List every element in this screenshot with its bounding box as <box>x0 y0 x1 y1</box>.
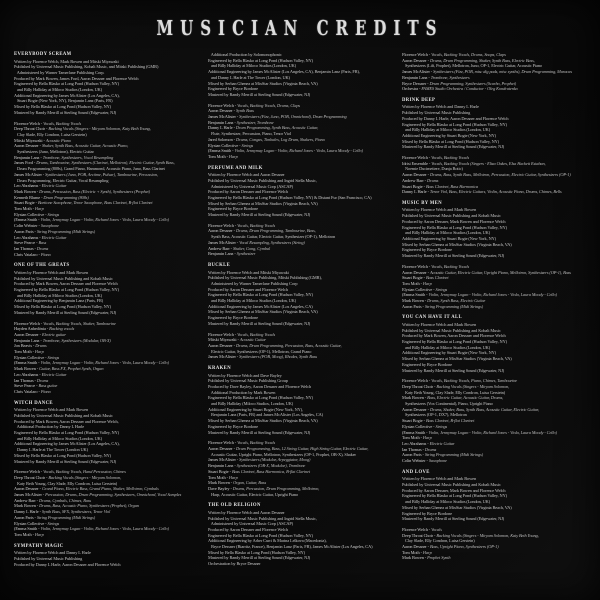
credits-block <box>14 270 198 316</box>
credit-line: Written by Florence Welch and Aaron Dessner <box>208 509 285 515</box>
personnel-line: Aaron Dessner - Drum Programming, Bass, 12 String Guitar, High String Guitar, Electric Guitar, <box>208 445 369 451</box>
personnel-line: Aaron Paris - String Programming (Midi Strings) <box>402 452 484 458</box>
credit-line: Published by Universal Music Publishing <box>14 555 83 561</box>
song-title: EVERYBODY SCREAM <box>14 52 72 57</box>
credits-block <box>14 407 198 464</box>
personnel-line: Mark Bowen - Bass, Electric Guitar, Acoustic Guitar, Drums, <box>402 395 504 401</box>
personnel-line: Hayden Anhedönia - Backing vocals <box>14 326 75 332</box>
personnel-line: Clay Slade, Elly Condron, Luisa Gerstein) <box>14 131 87 137</box>
personnel-line: James McAlister - Synthesizers (Modular, Arpeggiator, Moog) <box>208 457 311 463</box>
credit-line: Published by Universal Music Publishing and Kobalt Music <box>14 275 113 281</box>
personnel-line: Benjamin Lanz - Trombone, Synthesizers, Vocal Resampling <box>14 154 114 160</box>
credit-line: Published by Universal Music Publishing, Mitski Publishing (GMR), <box>208 275 322 281</box>
song-section <box>208 52 392 160</box>
song-title: BUCKLE <box>208 263 231 268</box>
personnel-line: Andrew Barr - Shaker, Gong, Cymbal <box>208 245 271 251</box>
personnel-line: Drum Programming (808s), Grand Piano, Hammond, Acoustic Piano, Juno, Bass Clarinet <box>14 166 165 172</box>
personnel-line: Noemie Ducimetiere, Dunja Botic) <box>402 166 463 172</box>
personnel-line: Andrew Barr - Drums, Cymbals, Chimes, Bass <box>14 497 91 503</box>
credit-line: Mixed by Bella Blasko at Long Pond (Hudson Valley, NY) <box>208 549 306 555</box>
credit-line: Mixed by Serban Ghenea at MixStar Studios (Virginia Beach, VA) <box>208 418 318 424</box>
credit-line: Additional Engineering by Stuart Bogie (New York, NY) <box>402 235 496 241</box>
personnel-line: Aaron Dessner - Drums, Drum Programming, Percussion, Bass, Acoustic Guitar, <box>208 342 342 348</box>
personnel-line: Florence Welch - Vocals, Backing Vocals <box>14 120 82 126</box>
personnel-line: Aaron Dessner - Drums, Drum Programming, Shaker, Synth Bass, Electric Bass, <box>402 57 535 63</box>
personnel-line: Orchestra - FAMES Studio Orchestra / Conductor - Oleg Kondratenko <box>402 86 518 92</box>
credit-line: Engineered by Bella Blasko at Long Pond (Hudson Valley, NY) <box>208 292 313 298</box>
personnel-line: (Emma Smith - Violin, Jennymay Logan - Violin, Richard Jones - Viola, Laura Moody - Cello) <box>402 429 557 435</box>
song-section <box>208 263 392 360</box>
personnel-line: Aaron Dessner - Acoustic Guitar, Electric Guitar, Upright Piano, Mellotron, Synthesizers (OP-1), Bass <box>402 269 571 275</box>
credit-line: Published by Universal Music Publishing, Kobalt Music, and Mitski Publishing (GMR) <box>14 64 159 70</box>
credit-line: Engineered by Bella Blasko at Long Pond (Hudson Valley, NY) <box>208 57 313 63</box>
song-title: SYMPATHY MAGIC <box>14 543 64 549</box>
personnel-line: Aaron Dessner - Electric guitar <box>14 331 66 337</box>
song-section <box>402 315 586 463</box>
song-section <box>14 263 198 394</box>
personnel-line: Florence Welch - Vocals, Backing Vocals, Hand Percussion, Chimes <box>14 469 126 475</box>
personnel-line: Florence Welch - Vocals, Backing Vocals <box>402 263 470 269</box>
personnel-line: Mitski Miyawaki - Acoustic Piano <box>14 137 71 143</box>
personnel-line: Leo Abrahams - Electric Guitar <box>14 234 67 240</box>
song-section <box>208 366 392 497</box>
credits-column-2 <box>208 52 392 572</box>
credit-line: and Billy Halliday at Miloco Studios (London, UK) <box>14 435 103 441</box>
personnel-line: Deep Throat Choir - Backing Vocals (Singers - Miryam Solomon, <box>402 383 510 389</box>
credit-line: Mastered by Randy Merrill at Sterling Sound (Edgewater, NJ) <box>402 144 505 150</box>
personnel-line: Aaron Paris - String Programming (Midi Strings) <box>402 303 484 309</box>
personnel-block <box>402 264 586 310</box>
credit-line: Mastered by Randy Merrill at Sterling Sound (Edgewater, NJ) <box>208 212 311 218</box>
credit-line: Produced by Mark Bowen, Aaron Dessner and Florence Welch <box>402 333 506 339</box>
personnel-block <box>14 321 198 395</box>
personnel-line: James McAlister - Synthesizers (Fizz, Juno, POB, Omnichord), Drum Programming <box>208 114 347 120</box>
credit-line: and Billy Halliday at Miloco Studios (London, UK) <box>402 344 491 350</box>
personnel-line: Dave Bayley - Drums, Percussion, Drum Programming, Mellotron, <box>208 485 320 491</box>
song-section <box>402 52 586 92</box>
personnel-line: (Emma Smith - Violin, Jennymay Logan - Violin, Richard Jones - Viola, Laura Moody - Cello) <box>14 526 169 532</box>
personnel-line: Elysian Collective - Strings <box>14 211 60 217</box>
personnel-line: Tom Moth - Harp <box>14 206 44 212</box>
personnel-line: Clay Slade, Elly Condron, Luisa Gerstein) <box>402 538 475 544</box>
personnel-line: Flute, Synthesizer, Percussion, Piano, Tenor Viol <box>208 131 291 137</box>
song-section <box>402 470 586 561</box>
personnel-line: Tom Moth - Harp <box>14 531 44 537</box>
personnel-line: Katy Beth Young, Clay Slade, Elly Condron, Luisa Gerstein) <box>14 480 118 486</box>
personnel-line: Stuart Bogie - Bass Clarinet, Bass Harmonica, B-flat Clarinet <box>208 468 311 474</box>
personnel-line: Synthesizers (Juno, Mellotron), Electric Guitar <box>14 149 94 155</box>
credit-line: Produced by Danny L Harle, Aaron Dessner and Florence Welch <box>402 115 509 121</box>
credit-line: and Billy Halliday at Miloco Studios (London, UK) <box>402 499 491 505</box>
personnel-line: Mark Bowen - Guitar, Bass FX, Prophet Synth, Organ <box>14 366 104 372</box>
song-title: THE OLD RELIGION <box>208 503 261 509</box>
credit-line: Written by Florence Welch, Mark Bowen and Mitski Miyawaki <box>14 58 119 64</box>
personnel-block <box>208 332 392 361</box>
personnel-line: Colin Webster - Saxophone <box>402 458 447 464</box>
personnel-line: Colin Webster - Saxophone <box>14 223 59 229</box>
personnel-line: Danny L Harle - Synth Bass, SFX, Synthesizers, Tenor Viol <box>14 509 111 515</box>
personnel-line: Leo Abrahams - Electric Guitar <box>402 440 455 446</box>
credit-line: and Billy Halliday (Miloco Studios, London, UK) <box>208 401 294 407</box>
credit-line: Engineered by Bella Blasko at Long Pond (Hudson Valley, NY) <box>402 121 507 127</box>
personnel-line: Florence Welch - Vocals, Backing Vocals <box>208 440 276 446</box>
personnel-line: Mark Bowen - Organ, Guitar, Bass <box>208 480 267 486</box>
personnel-block <box>402 378 586 464</box>
personnel-line: Drum Programming, Electric Guitar, Vocal Resampling <box>14 177 109 183</box>
personnel-line: Aaron Dessner - Drums, Shaker, Bass, Synth Bass, Acoustic Guitar, Electric Guitar, <box>402 406 539 412</box>
credits-block <box>402 104 586 150</box>
personnel-line: Jon Beavis - Drums <box>14 343 47 349</box>
credit-line: Engineered by Bryce Bordone <box>208 315 259 321</box>
song-title: KRAKEN <box>208 366 231 372</box>
credit-line: Additional Engineering by James McAlister (Los Angeles, CA), Benjamin Lanz (Paris, FR), <box>208 69 360 75</box>
personnel-line: Aaron Dessner - Grand Piano, Electric Bass, Grand Piano, Shaker, Mellotron, Cymbals <box>14 486 159 492</box>
personnel-line: Synthesizers (OP-1, DX7), Mellotron <box>402 412 467 418</box>
credit-line: Additional Engineering by Stuart Bogie (New York, NY), <box>208 406 303 412</box>
song-title: PERFUME AND MILK <box>208 165 263 171</box>
personnel-line: Chris Vatalaro - Piano <box>14 388 51 394</box>
personnel-line: Florence Welch - Vocals, Backing Vocals <box>208 331 276 337</box>
credit-line: Engineered by Bryce Bordone <box>402 361 453 367</box>
personnel-line: Harp, Acoustic Guitar, Electric Guitar, Upright Piano <box>208 491 299 497</box>
credit-line: and Danny L Harle at The Tower (London, UK) <box>208 74 290 80</box>
credit-line: Engineered by Bella Blasko at Long Pond (Hudson Valley, NY) <box>402 339 507 345</box>
personnel-line: James McAlister - Synthesizers (Fizz, POB, misc dig pads, misc synths), Drum Programming, Maracas <box>402 69 572 75</box>
personnel-line: Tom Moth - Harp <box>402 435 432 441</box>
credit-line: Administered by Warner Tamerlane Publishing Corp <box>208 280 298 286</box>
personnel-line: Elysian Collective - Strings <box>14 354 60 360</box>
credit-line: Written by Florence Welch and Dave Bayley <box>208 372 282 378</box>
personnel-line: Aaron Dessner - Drums, Drum Programming, Tambourine, Bass, <box>208 228 316 234</box>
credit-line: Engineered by Bryce Bordone <box>402 510 453 516</box>
song-section <box>14 401 198 538</box>
credit-line: Engineered by Bryce Bordone <box>208 86 259 92</box>
credit-line: Published by Universal Music Publishing <box>402 110 471 116</box>
personnel-line: Mark Bowen - Drums, Synth Bass, Electric Guitar <box>402 298 486 304</box>
credit-line: Mixed by Serban Ghenea at MixStar Studios (Virginia Beach, VA) <box>208 309 318 315</box>
personnel-line: Danny L Harle - Drum Programming, Synth Bass, Acoustic Guitar, <box>208 125 319 131</box>
personnel-line: Tom Moth - Harp <box>402 549 432 555</box>
personnel-line: Aaron Dessner - Bass, Upright Piano, Synthesizers (OP-1) <box>402 544 499 550</box>
credit-line: Mixed by Serban Ghenea at MixStar Studios (Virginia Beach, VA) <box>402 241 512 247</box>
credit-line: Mastered by Randy Merrill at Sterling Sound (Edgewater, NJ) <box>208 320 311 326</box>
credit-line: Written by Florence Welch and Mark Bowen <box>14 269 89 275</box>
personnel-line: Andrew Barr - Drums <box>402 177 439 183</box>
personnel-line: Chris Vatalaro - Piano <box>14 251 51 257</box>
song-title: ONE OF THE GREATS <box>14 263 70 269</box>
credit-line: Benjamin Lanz (Paris, FR) and James McAlister (Los Angeles, CA) <box>208 412 324 418</box>
credit-line: Mixed by Bella Blasko at Long Pond (Hudson Valley, NY) <box>402 138 500 144</box>
credit-line: Additional Production by Danny L Harle <box>14 424 85 430</box>
personnel-line: Benjamin Lanz - Synthesizers (OB-X, Modular), Trombone <box>208 463 306 469</box>
song-section <box>208 166 392 257</box>
credit-line: Mastered by Randy Merrill at Sterling Sound (Edgewater, NJ) <box>208 429 311 435</box>
credit-line: Engineered by Bella Blasko at Long Pond (Hudson Valley, NY) <box>14 429 119 435</box>
personnel-line: Benjamin Lanz - Synthesizer, Trombone <box>208 119 274 125</box>
personnel-line: Elysian Collective - Strings <box>14 520 60 526</box>
credit-line: Engineered by Bella Blasko at Long Pond (Hudson Valley, NY) & Distant Fur (San Francisco, CA) <box>208 194 372 200</box>
personnel-line: Elysian Collective - Strings <box>402 423 448 429</box>
personnel-line: James McAlister - Percussion, Drums, Drum Programming, Synthesizers, Omnichord, Vocal Samples <box>14 492 182 498</box>
personnel-line: Tom Moth - Harp <box>14 349 44 355</box>
song-title: YOU CAN HAVE IT ALL <box>402 315 463 321</box>
song-section <box>402 98 586 195</box>
personnel-line: Aaron Dessner - Shaker, Synth Bass, Acoustic Guitar, Acoustic Piano, <box>14 143 129 149</box>
personnel-line: Electric Guitar, Synthesizers (OP-1), Mellotron, Grand Piano <box>208 348 312 354</box>
personnel-line: Ian Thomas - Drums <box>14 377 49 383</box>
personnel-line: Synthesizers (Vox Continental), Piano, Upright Piano <box>402 401 493 407</box>
personnel-line: Aaron Dessner - Drums, Bass, Synth Bass, Mellotron, Percussion, Electric Guitar, Synthesizers (OP-1) <box>402 172 571 178</box>
credit-line: Written by Florence Welch and Danny L Harle <box>14 550 91 556</box>
credit-line: Bryce Dessner (Biarritz, France), Benjamin Lanz (Paris, FR), James McAlister (Los Angeles, CA) <box>208 544 373 550</box>
personnel-line: Aaron Paris - String Programming (Midi Strings) <box>14 514 96 520</box>
personnel-line: Katy Beth Young, Clay Slade, Elly Condron, Luisa Gerstein) <box>402 389 506 395</box>
personnel-block <box>208 103 392 160</box>
song-title: DRINK DEEP <box>402 97 436 103</box>
credit-line: Published by Universal Music Publishing and Kobalt Music <box>402 327 501 333</box>
credit-line: Published by Universal Music Publishing and Kobalt Music <box>14 412 113 418</box>
credit-line: Additional Engineering by James McAlister (Los Angeles, CA) <box>208 303 313 309</box>
credit-line: and Billy Halliday at Miloco Studios (London, UK) <box>402 230 491 236</box>
credit-line: Produced by Aaron Dessner and Florence Welch <box>208 189 288 195</box>
credit-line: Written by Florence Welch and Mark Bowen <box>14 407 89 413</box>
personnel-line: Aaron Dessner - Synth Bass <box>208 108 254 114</box>
credit-line: Produced by Mark Bowen, Aaron Dessner and Florence Welch, <box>14 418 119 424</box>
personnel-line: Danny L Harle - Tenor Viol, Bass, Electric Guitars, Violin, Acoustic Piano, Drums, Chimes, Bells <box>402 189 562 195</box>
personnel-line: Florence Welch - Vocals, Backing Vocals <box>208 222 276 228</box>
credit-line: Mixed by Serban Ghenea at MixStar Studios (Virginia Beach, VA) <box>402 356 512 362</box>
personnel-line: Ian Thomas - Drums <box>402 446 437 452</box>
credit-line: Engineered by Bella Blasko at Long Pond (Hudson Valley, NY) <box>208 532 313 538</box>
credits-block <box>14 59 198 116</box>
personnel-line: Stuart Bogie - Bass Clarinet, B-flat Clarinet <box>402 418 475 424</box>
credit-line: Danny L Harle at The Tower (London UK) <box>14 447 88 453</box>
credit-line: and Billy Halliday at Miloco Studios (London, UK) <box>14 87 103 93</box>
personnel-line: Stuart Bogie - Bass Clarinet <box>402 275 449 281</box>
credit-line: Written by Florence Welch and Mark Bowen <box>402 476 477 482</box>
credit-line: Mastered by Randy Merrill at Sterling Sound (Edgewater, NJ) <box>402 367 505 373</box>
credit-line: Mastered by Randy Merrill at Sterling Sound (Edgewater, NJ) <box>402 516 505 522</box>
credit-line: Written by Florence Welch and Mark Bowen <box>402 207 477 213</box>
credit-line: Written by Florence Welch and Aaron Dessner <box>208 172 285 178</box>
personnel-line: Mark Bowen - Drums, Bass, Acoustic Piano, Synthesizers (Prophet), Organ <box>14 503 139 509</box>
credit-line: and Billy Halliday at Miloco Studios (London, UK) <box>208 298 297 304</box>
personnel-line: Elysian Collective - Strings <box>208 142 254 148</box>
personnel-block <box>402 155 586 195</box>
credit-line: Published by Universal Music Publishing and Kobalt Music <box>402 482 501 487</box>
credit-line: Published by Universal Music Publishing and Ingrid Stella Music, <box>208 177 317 183</box>
song-title: MUSIC BY MEN <box>402 200 443 206</box>
personnel-line: Synth Bass, Acoustic Guitar, Electric Guitar, Synthesizer (OP-1), Mellotron <box>208 234 336 240</box>
credit-line: Mastered by Randy Merrill at Sterling Sound (Edgewater, NJ) <box>14 109 117 115</box>
personnel-line: Stuart Bogie - Bass Clarinet, Bass Harmonica <box>402 183 479 189</box>
credits-block <box>402 476 586 522</box>
personnel-line: (Emma Smith - Violin, Jennymay Logan - Violin, Richard Jones - Viola, Laura Moody - Cello) <box>208 148 363 154</box>
personnel-block <box>208 223 392 257</box>
credit-line: Engineered by Bryce Bordone <box>208 206 259 212</box>
personnel-line: Acoustic Guitar, Upright Piano, Mellotron, Synthesizers (OP-1, Prophet, OB-X), Shaker <box>208 451 356 457</box>
personnel-line: Ian Thomas - Drums <box>14 246 49 251</box>
credits-columns <box>0 36 600 572</box>
personnel-line: Tom Moth - Harp <box>208 153 238 159</box>
personnel-line: Benjamin Lanz - Trombone, Synthesizers (Modular, OB-X) <box>14 337 111 343</box>
personnel-line: Elysian Collective - Strings <box>402 286 448 292</box>
credits-column-1 <box>14 52 198 572</box>
personnel-block <box>208 440 392 497</box>
personnel-line: Tom Moth - Harp <box>208 474 238 480</box>
credit-line: Additional Engineering by Benjamin Lanz (Paris, FR) <box>14 298 104 304</box>
credit-line: Administered by Universal Music Corp (ASCAP) <box>208 183 294 189</box>
personnel-line: Aaron Paris - String Programming (Midi Strings) <box>14 228 96 234</box>
song-title: WITCH DANCE <box>14 400 53 406</box>
credit-line: Engineered by Bella Blasko at Long Pond (Hudson Valley, NY) <box>402 224 507 230</box>
credit-line: Written by Florence Welch and Danny L Harle <box>402 104 479 110</box>
credit-line: Produced by Aaron Dessner and Florence Welch <box>208 286 288 292</box>
credit-line: Engineered by Bella Blasko at Long Pond (Hudson Valley, NY) <box>208 395 313 401</box>
personnel-line: James Ford - Drums, Tambourine, Synthesizers (Clarinet, Mellotron), Electric Guitar, Synth Bass, <box>14 160 175 166</box>
personnel-line: Tom Moth - Harp <box>402 280 432 286</box>
song-section <box>14 544 198 568</box>
credit-line: Mastered by Randy Merrill at Sterling Sound (Edgewater, NJ) <box>208 91 311 97</box>
personnel-line: Leo Abrahams - Electric Guitar <box>14 183 67 189</box>
song-title: AND LOVE <box>402 469 430 475</box>
credit-line: Additional Engineering by James McAlister (Los Angeles, CA), <box>14 92 120 98</box>
song-section <box>14 52 198 257</box>
credits-block <box>208 52 392 98</box>
credit-line: Mixed by Serban Ghenea at MixStar Studios (Virginia Beach, VA) <box>208 200 318 206</box>
credits-block <box>208 172 392 218</box>
song-section <box>208 503 392 567</box>
personnel-line: Idrisi Ensemble - Vocals, Backing Vocals (Singers - Eliza Oakes, Elsa Hackett Estaban, <box>402 160 546 166</box>
personnel-line: Deep Throat Choir - Backing Vocals (Singers - Miryam Solomon, Katy Beth Young, <box>14 126 151 132</box>
credit-line: Mastered by Randy Merrill at Sterling Sound (Edgewater, NJ) <box>14 309 117 315</box>
credit-line: Engineered by Bella Blasko at Long Pond (Hudson Valley, NY) <box>402 493 507 499</box>
personnel-line: Deep Throat Choir - Backing Vocals (Singers - Miryam Solomon, <box>14 474 122 480</box>
personnel-block <box>14 469 198 537</box>
credit-line: Produced by Mark Bowen, Aaron Dessner and Florence Welch <box>14 281 118 287</box>
credit-line: Administered by Warner Tamerlane Publishing Corp. <box>14 69 105 75</box>
credit-line: and Billy Halliday at Miloco Studios (London, UK) <box>208 63 297 69</box>
credit-line: Additional Production by Mark Bowen <box>208 389 276 395</box>
credit-line: Mixed by Serban Ghenea at MixStar Studios (Virginia Beach, VA) <box>208 80 318 86</box>
credit-line: Additional Production by Solomonophonic <box>208 52 282 57</box>
personnel-line: James McAlister - Synthesizers (POB, Moog), Rhodes, Synth Bass <box>208 354 318 360</box>
credit-line: Published by Universal Music Publishing and Ingrid Stella Music, <box>208 515 317 521</box>
personnel-line: Benjamin Lanz - Synthesizer <box>208 251 256 257</box>
credit-line: Engineered by Bella Blasko at Long Pond (Hudson Valley, NY) <box>14 81 119 87</box>
personnel-line: Florence Welch - Vocals, Backing Vocals, Drums, Snaps, Claps <box>402 52 506 57</box>
credit-line: Additional Engineering by Stuart Bogie (New York, NY) <box>402 350 496 356</box>
personnel-block <box>402 527 586 561</box>
credit-line: Stuart Bogie (New York, NY), Benjamin Lanz (Paris, FR) <box>14 98 113 104</box>
page-title: MUSICIAN CREDITS <box>156 16 444 41</box>
personnel-line: James McAlister - Synthesizers (Juno, POB, Arctime, Pulsar), Tambourine, Percussion, <box>14 171 158 177</box>
credit-line: Additional Engineering by Stuart Bogie (New York, NY) <box>402 132 496 138</box>
credit-line: Engineered by Bryce Bordone <box>402 247 453 253</box>
personnel-line: Bryce Dessner - Drum Programming, Synthesizers (Scarbo, Prophet) <box>402 80 517 86</box>
credit-line: Mastered by Randy Merrill at Sterling Sound (Edgewater, NJ) <box>402 253 505 259</box>
credit-line: Orchestration by Bryce Dessner <box>208 561 261 567</box>
credit-line: and Billy Halliday at Miloco Studios (London, UK) <box>402 127 491 133</box>
personnel-line: Mark Bowen - Drums, Percussion, Bass (Electric + Synth), Synthesizers (Prophet) <box>14 188 150 194</box>
personnel-line: (Emma Smith - Violin, Jennymay Logan - Violin, Richard Jones - Viola, Laura Moody - Cello) <box>14 360 169 366</box>
credit-line: Mixed by Bella Blasko at Long Pond (Hudson Valley, NY) <box>14 304 112 310</box>
personnel-line: Florence Welch - Vocals <box>402 526 442 532</box>
personnel-line: James McAlister - Vocal Resampling, Synthesizers (String) <box>208 239 305 245</box>
personnel-line: Florence Welch - Vocals, Backing Vocals, Piano, Chimes, Tambourine <box>402 378 518 384</box>
personnel-line: Florence Welch - Vocals, Backing Vocals, Drums, Claps <box>208 102 300 108</box>
personnel-block <box>402 52 586 92</box>
credit-line: Mixed by Bella Blasko at Long Pond (Hudson Valley, NY) <box>14 104 112 110</box>
credit-line: and Billy Halliday at Miloco Studios (London, UK) <box>14 292 103 298</box>
credit-line: Additional Engineering by James McAlister (Los Angeles, CA), <box>14 441 120 447</box>
credit-line: Administered by Universal Music Corp (ASCAP) <box>208 521 294 527</box>
personnel-line: Deep Throat Choir - Backing Vocals (Singers - Miryam Solomon, Katy Beth Young, <box>402 532 539 538</box>
personnel-line: Steve Pearce - Bass guitar <box>14 383 58 389</box>
personnel-line: Florence Welch - Vocals, Backing Vocals <box>402 155 470 161</box>
personnel-block <box>14 121 198 258</box>
credit-line: Mastered by Randy Merrill at Sterling Sound (Edgewater, NJ) <box>208 555 311 561</box>
credit-line: Produced by Aaron Dessner, Mark Bowen and Florence Welch <box>402 218 506 224</box>
credit-line: Published by Universal Music Publishing and Kobalt Music <box>402 213 501 219</box>
personnel-line: Synthesizers (Lift, Prophet), Mellotron, Juno, OP-1, Electric Guitar, Acoustic Piano <box>402 63 542 69</box>
credit-line: Written by Florence Welch and Mitski Miyawaki <box>208 269 289 275</box>
credits-block <box>402 322 586 373</box>
personnel-line: (Emma Smith - Violin, Jennymay Logan - Violin, Richard Jones - Viola, Laura Moody - Cello) <box>14 217 169 223</box>
credit-line: Produced by Danny L Harle, Aaron Dessner and Florence Welch <box>14 561 121 567</box>
credit-line: Produced by Aaron Dessner, Mark Bowen and Florence Welch <box>402 487 506 493</box>
credit-line: Engineered by Bella Blasko at Long Pond (Hudson Valley, NY) <box>14 287 119 293</box>
personnel-line: Florence Welch - Vocals, Backing Vocals, Shaker, Tambourine <box>14 320 116 326</box>
credits-column-3 <box>402 52 586 566</box>
song-section <box>402 201 586 309</box>
credit-line: Produced by Mark Bowen, James Ford, Aaron Dessner and Florence Welch <box>14 75 139 81</box>
credit-line: Mixed by Bella Blasko at Long Pond (Hudson Valley, NY) <box>14 452 112 458</box>
credit-line: Published by Universal Music Publishing Group <box>208 378 288 384</box>
credit-line: Written by Florence Welch and Mark Bowen <box>402 321 477 327</box>
credits-block <box>208 510 392 567</box>
personnel-line: Benjamin Lanz - Trombone, Synthesizers <box>402 74 470 80</box>
personnel-line: Steve Pearce - Bass <box>14 240 47 246</box>
personnel-line: (Emma Smith - Violin, Jennymay Logan - Violin, Richard Jones - Viola, Laura Moody - Cello) <box>402 292 557 298</box>
credits-block <box>14 550 198 567</box>
personnel-line: Stuart Bogie - Baritone Saxophone, Tenor Saxophone, Bass Clarinet, B-flat Clarinet <box>14 200 153 206</box>
credits-block <box>208 373 392 436</box>
credit-line: Mixed by Serban Ghenea at MixStar Studios (Virginia Beach, VA) <box>402 504 512 510</box>
credit-line: Produced by Dave Bayley, Aaron Dessner and Florence Welch <box>208 383 311 389</box>
personnel-line: Kenneth Blume - Drum Programming (808s) <box>14 194 89 200</box>
personnel-line: Jared Solomon - Drums, Congas, Timbales, Log Drum, Shakers, Piano <box>208 136 325 142</box>
personnel-line: Mitski Miyawaki - Acoustic Guitar <box>208 337 267 343</box>
credit-line: Produced by Aaron Dessner and Florence Welch <box>208 526 288 532</box>
credit-line: Mastered by Randy Merrill at Sterling Sound (Edgewater, NJ) <box>14 458 117 464</box>
personnel-line: Leo Abrahams - Electric Guitar <box>14 371 67 377</box>
credits-block <box>402 207 586 258</box>
personnel-line: Mark Bowen - Prophet Synth <box>402 555 451 561</box>
credits-block <box>208 270 392 327</box>
credit-line: Engineered by Bryce Bordone <box>208 423 259 429</box>
credit-line: Additional Engineering by Arber Curri & Marina Lelkova (Macedonia), <box>208 538 327 544</box>
